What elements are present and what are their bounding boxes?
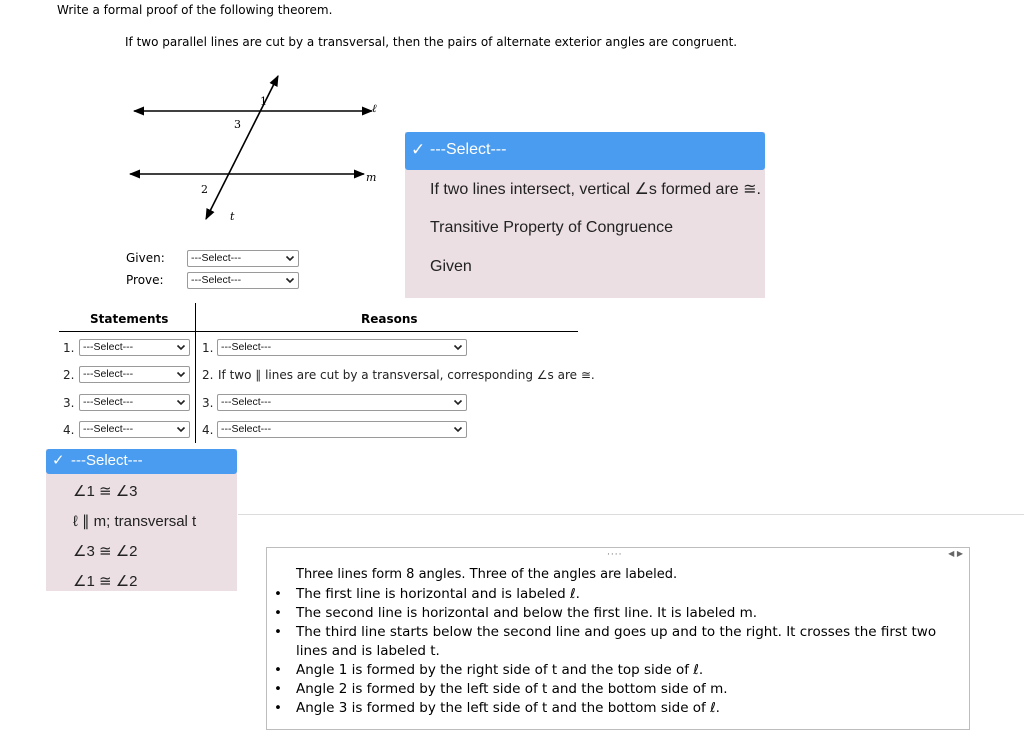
angle-2-label: 2 bbox=[201, 183, 208, 196]
description-list bbox=[296, 585, 966, 718]
reasons-header: Reasons bbox=[361, 312, 418, 326]
statement-num: 4. bbox=[63, 423, 75, 437]
statement-select-value: ---Select--- bbox=[83, 341, 134, 353]
section-divider bbox=[238, 514, 1024, 515]
figure-description-box[interactable] bbox=[266, 547, 970, 730]
chevron-down-icon bbox=[285, 251, 295, 266]
statement-select[interactable] bbox=[79, 421, 190, 438]
parallel-lines-figure bbox=[128, 68, 378, 228]
chevron-down-icon bbox=[176, 395, 186, 410]
chevron-down-icon bbox=[453, 422, 463, 437]
chevron-down-icon bbox=[285, 273, 295, 288]
statement-select[interactable] bbox=[79, 339, 190, 356]
reason-select-value: ---Select--- bbox=[221, 341, 272, 353]
reason-num: 3. bbox=[202, 396, 214, 410]
chevron-down-icon bbox=[453, 340, 463, 355]
label-t: t bbox=[230, 210, 235, 223]
reason-select[interactable] bbox=[217, 421, 467, 438]
statement-dropdown-list[interactable] bbox=[46, 449, 237, 591]
reason-option[interactable]: Given bbox=[430, 258, 472, 275]
description-item: • The third line starts below the second line and goes up and to the right. It crosses the first two lines and is labeled t. bbox=[296, 623, 966, 661]
statement-select-value: ---Select--- bbox=[83, 423, 134, 435]
table-column-rule bbox=[195, 303, 196, 443]
angle-3-label: 3 bbox=[234, 118, 241, 131]
statement-select-value: ---Select--- bbox=[83, 396, 134, 408]
reason-select[interactable] bbox=[217, 394, 467, 411]
reason-option[interactable]: Transitive Property of Congruence bbox=[430, 219, 674, 236]
given-select-value: ---Select--- bbox=[191, 252, 242, 264]
statement-num: 1. bbox=[63, 341, 75, 355]
scroll-arrows-icon[interactable]: ◀ ▶ bbox=[948, 549, 963, 558]
description-item: • Angle 1 is formed by the right side of t and the top side of ℓ. bbox=[296, 661, 966, 680]
reason-dropdown-list[interactable] bbox=[405, 132, 765, 298]
table-header-rule bbox=[59, 331, 578, 332]
reason-select-value: ---Select--- bbox=[221, 423, 272, 435]
prove-label: Prove: bbox=[126, 273, 164, 287]
prove-select[interactable] bbox=[187, 272, 299, 289]
reason-num: 4. bbox=[202, 423, 214, 437]
toolbar-dots: ···· bbox=[607, 550, 623, 560]
angle-1-label: 1 bbox=[260, 95, 267, 108]
statement-select[interactable] bbox=[79, 366, 190, 383]
check-icon: ✓ bbox=[411, 140, 426, 159]
statement-option[interactable]: ∠3 ≅ ∠2 bbox=[73, 543, 138, 560]
reason-option-label: ---Select--- bbox=[430, 141, 507, 158]
statement-option-selected[interactable] bbox=[46, 449, 237, 474]
check-icon: ✓ bbox=[52, 452, 65, 469]
reason-select-value: ---Select--- bbox=[221, 396, 272, 408]
reason-static-text: If two ∥ lines are cut by a transversal, corresponding ∠s are ≅. bbox=[218, 368, 595, 382]
description-item: • Angle 3 is formed by the left side of t and the bottom side of ℓ. bbox=[296, 699, 966, 718]
chevron-down-icon bbox=[176, 340, 186, 355]
description-intro: Three lines form 8 angles. Three of the angles are labeled. bbox=[296, 567, 678, 582]
chevron-down-icon bbox=[176, 422, 186, 437]
description-item: • The second line is horizontal and below the first line. It is labeled m. bbox=[296, 604, 966, 623]
description-item: • Angle 2 is formed by the left side of t and the bottom side of m. bbox=[296, 680, 966, 699]
chevron-down-icon bbox=[453, 395, 463, 410]
label-l: ℓ bbox=[372, 102, 377, 115]
description-item: • The first line is horizontal and is labeled ℓ. bbox=[296, 585, 966, 604]
theorem-text: If two parallel lines are cut by a transversal, then the pairs of alternate exterior angles are congruent. bbox=[125, 35, 738, 49]
statement-select[interactable] bbox=[79, 394, 190, 411]
reason-option-selected[interactable] bbox=[405, 132, 765, 170]
given-label: Given: bbox=[126, 251, 165, 265]
reason-select[interactable] bbox=[217, 339, 467, 356]
statements-header: Statements bbox=[90, 312, 169, 326]
chevron-down-icon bbox=[176, 367, 186, 382]
reason-option[interactable]: If two lines intersect, vertical ∠s formed are ≅. bbox=[430, 181, 761, 198]
reason-num: 2. bbox=[202, 368, 214, 382]
statement-num: 2. bbox=[63, 368, 75, 382]
statement-select-value: ---Select--- bbox=[83, 368, 134, 380]
statement-num: 3. bbox=[63, 396, 75, 410]
given-select[interactable] bbox=[187, 250, 299, 267]
prove-select-value: ---Select--- bbox=[191, 274, 242, 286]
statement-option-label: ---Select--- bbox=[71, 452, 143, 469]
line-t bbox=[206, 76, 278, 219]
statement-option[interactable]: ℓ ∥ m; transversal t bbox=[73, 513, 197, 530]
statement-option[interactable]: ∠1 ≅ ∠2 bbox=[73, 573, 138, 590]
instruction-text: Write a formal proof of the following theorem. bbox=[57, 3, 333, 17]
statement-option[interactable]: ∠1 ≅ ∠3 bbox=[73, 483, 138, 500]
reason-num: 1. bbox=[202, 341, 214, 355]
label-m: m bbox=[366, 171, 377, 184]
